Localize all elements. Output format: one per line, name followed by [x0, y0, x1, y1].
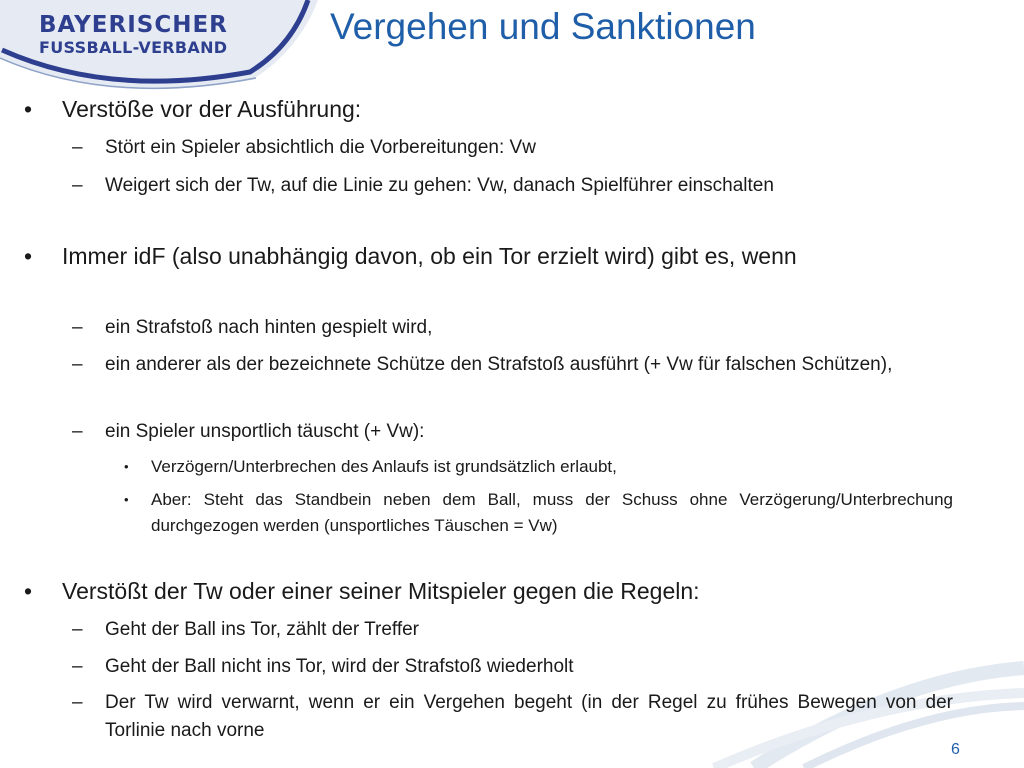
subitem-refuses-goal-line: [72, 172, 953, 200]
bullet-marker: •: [24, 243, 33, 269]
bullet-always-indirect-free-kick: [24, 239, 954, 273]
subitem-text: ein Spieler unsportlich täuscht (+ Vw):: [105, 421, 425, 442]
bullet-marker: •: [24, 578, 33, 604]
subitem-wrong-kicker: [72, 351, 953, 379]
subitem-text: ein anderer als der bezeichnete Schütze den Strafstoß ausführt (+ Vw für falschen Schützen),: [105, 354, 893, 375]
dash-marker: –: [72, 137, 83, 158]
dash-marker: –: [72, 692, 83, 713]
subitem-text: Weigert sich der Tw, auf die Linie zu gehen: Vw, danach Spielführer einschalten: [105, 175, 774, 196]
page-number: 6: [951, 741, 960, 758]
logo-line-2: FUSSBALL-VERBAND: [39, 38, 228, 57]
subitem-text: Geht der Ball nicht ins Tor, wird der Strafstoß wiederholt: [105, 656, 574, 677]
bullet-text: Verstöße vor der Ausführung:: [62, 96, 362, 122]
small-bullet-marker: •: [124, 459, 129, 474]
logo-line-1: BAYERISCHER: [39, 12, 228, 38]
subitem-unsporting-feint: [72, 418, 953, 446]
bullet-goalkeeper-violations: [24, 574, 954, 608]
bullet-marker: •: [24, 96, 33, 122]
dash-marker: –: [72, 421, 83, 442]
subitem-goalkeeper-cautioned: [72, 689, 953, 745]
subitem-text: Der Tw wird verwarnt, wenn er ein Vergehen begeht (in der Regel zu frühes Bewegen von der Torlinie nach vorne: [105, 692, 953, 741]
bullet-text: Verstößt der Tw oder einer seiner Mitspieler gegen die Regeln:: [62, 578, 700, 604]
slide-title: Vergehen und Sanktionen: [330, 6, 756, 47]
subitem-kick-retaken: [72, 653, 953, 681]
subitem-goal-counts: [72, 616, 953, 644]
dash-marker: –: [72, 175, 83, 196]
subsubitem-text: Aber: Steht das Standbein neben dem Ball, muss der Schuss ohne Verzögerung/Unterbrechung durchgezogen werden (unsportliches Täuschen = Vw): [151, 490, 953, 535]
subitem-text: Stört ein Spieler absichtlich die Vorbereitungen: Vw: [105, 137, 536, 158]
subitem-text: ein Strafstoß nach hinten gespielt wird,: [105, 317, 433, 338]
dash-marker: –: [72, 354, 83, 375]
dash-marker: –: [72, 619, 83, 640]
subitem-disturbs-preparation: [72, 134, 953, 162]
subsubitem-text: Verzögern/Unterbrechen des Anlaufs ist grundsätzlich erlaubt,: [151, 457, 617, 476]
bullet-text: Immer idF (also unabhängig davon, ob ein Tor erzielt wird) gibt es, wenn: [62, 243, 797, 269]
subsubitem-standing-leg-rule: [124, 487, 953, 539]
subsubitem-delay-allowed: [124, 454, 953, 480]
bullet-violations-before-kick: [24, 92, 954, 126]
dash-marker: –: [72, 317, 83, 338]
subitem-text: Geht der Ball ins Tor, zählt der Treffer: [105, 619, 420, 640]
small-bullet-marker: •: [124, 492, 129, 507]
subitem-kicked-backwards: [72, 314, 953, 342]
dash-marker: –: [72, 656, 83, 677]
